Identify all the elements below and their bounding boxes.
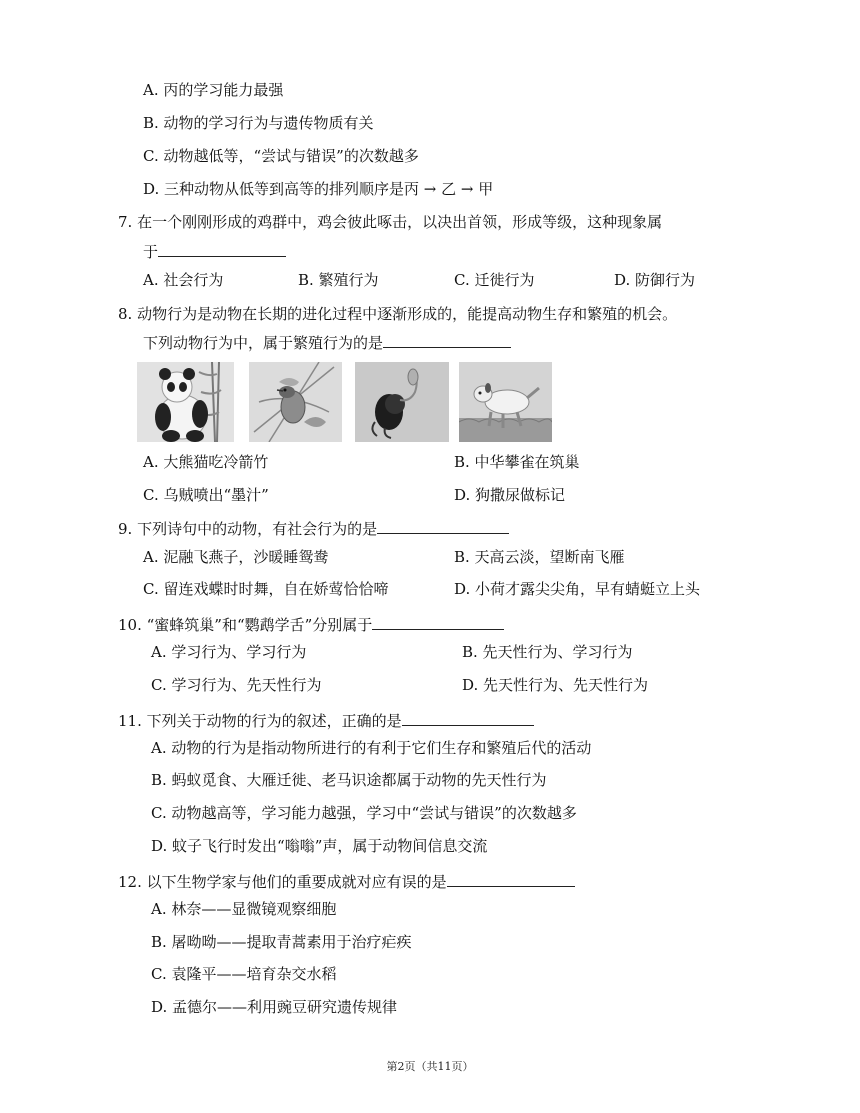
dog-marking-illustration (459, 362, 552, 442)
q12-option-b: B. 屠呦呦——提取青蒿素用于治疗疟疾 (151, 933, 412, 951)
q9-option-b: B. 天高云淡，望断南飞雁 (454, 548, 625, 566)
q11-option-b: B. 蚂蚁觅食、大雁迁徙、老马识途都属于动物的先天性行为 (151, 771, 547, 789)
q10-option-b: B. 先天性行为、学习行为 (462, 643, 633, 661)
q7-option-a: A. 社会行为 (143, 271, 224, 289)
q6-option-b: B. 动物的学习行为与遗传物质有关 (143, 114, 374, 132)
q7-stem-line2 (143, 240, 286, 263)
q8-option-c: C. 乌贼喷出“墨汁” (143, 486, 269, 504)
q9-stem-text: 9. 下列诗句中的动物，有社会行为的是 (118, 520, 378, 538)
page-footer: 第2页（共11页） (386, 1060, 474, 1073)
q8-option-b: B. 中华攀雀在筑巢 (454, 453, 580, 471)
q11-stem-text: 11. 下列关于动物的行为的叙述，正确的是 (118, 712, 402, 730)
q6-option-d: D. 三种动物从低等到高等的排列顺序是丙 → 乙 → 甲 (143, 180, 494, 198)
squid-ink-illustration (355, 362, 449, 442)
q12-option-c: C. 袁隆平——培育杂交水稻 (151, 965, 337, 983)
q7-stem-line2-text: 于 (143, 243, 159, 261)
q11-answer-blank (402, 709, 534, 726)
q6-option-a: A. 丙的学习能力最强 (143, 81, 284, 99)
q12-option-d: D. 孟德尔——利用豌豆研究遗传规律 (151, 998, 398, 1016)
q6-option-c: C. 动物越低等，“尝试与错误”的次数越多 (143, 147, 419, 165)
q11-option-d: D. 蚊子飞行时发出“嗡嗡”声，属于动物间信息交流 (151, 837, 488, 855)
q8-option-a: A. 大熊猫吃冷箭竹 (143, 453, 269, 471)
panda-bamboo-illustration (137, 362, 234, 442)
q10-option-a: A. 学习行为、学习行为 (151, 643, 307, 661)
q9-option-d: D. 小荷才露尖尖角，早有蜻蜓立上头 (454, 580, 701, 598)
q7-option-b: B. 繁殖行为 (298, 271, 379, 289)
q8-stem-line2-text: 下列动物行为中，属于繁殖行为的是 (143, 334, 384, 352)
q8-stem-line1: 8. 动物行为是动物在长期的进化过程中逐渐形成的，能提高动物生存和繁殖的机会。 (118, 305, 678, 323)
squid-ink-image (355, 362, 449, 442)
q7-option-d: D. 防御行为 (614, 271, 696, 289)
q10-stem (118, 613, 504, 636)
dog-marking-image (459, 362, 552, 442)
q11-option-a: A. 动物的行为是指动物所进行的有利于它们生存和繁殖后代的活动 (151, 739, 592, 757)
q12-answer-blank (447, 870, 575, 887)
q12-stem-text: 12. 以下生物学家与他们的重要成就对应有误的是 (118, 873, 447, 891)
bird-nest-illustration (249, 362, 342, 442)
q8-stem-line2 (143, 331, 511, 354)
q9-option-c: C. 留连戏蝶时时舞，自在娇莺恰恰啼 (143, 580, 389, 598)
q7-option-c: C. 迁徙行为 (454, 271, 535, 289)
q7-stem-line1: 7. 在一个刚刚形成的鸡群中，鸡会彼此啄击，以决出首领，形成等级，这种现象属 (118, 213, 663, 231)
q11-option-c: C. 动物越高等，学习能力越强，学习中“尝试与错误”的次数越多 (151, 804, 577, 822)
q9-option-a: A. 泥融飞燕子，沙暖睡鸳鸯 (143, 548, 329, 566)
q12-stem (118, 870, 575, 893)
q8-answer-blank (383, 331, 511, 348)
q8-option-d: D. 狗撒尿做标记 (454, 486, 566, 504)
q9-answer-blank (377, 517, 509, 534)
q12-option-a: A. 林奈——显微镜观察细胞 (151, 900, 337, 918)
panda-bamboo-image (137, 362, 234, 442)
bird-nest-image (249, 362, 342, 442)
q10-answer-blank (372, 613, 504, 630)
q10-stem-text: 10. “蜜蜂筑巢”和“鹦鹉学舌”分别属于 (118, 616, 373, 634)
q11-stem (118, 709, 534, 732)
q7-answer-blank (158, 240, 286, 257)
q10-option-c: C. 学习行为、先天性行为 (151, 676, 322, 694)
q10-option-d: D. 先天性行为、先天性行为 (462, 676, 649, 694)
q9-stem (118, 517, 509, 540)
